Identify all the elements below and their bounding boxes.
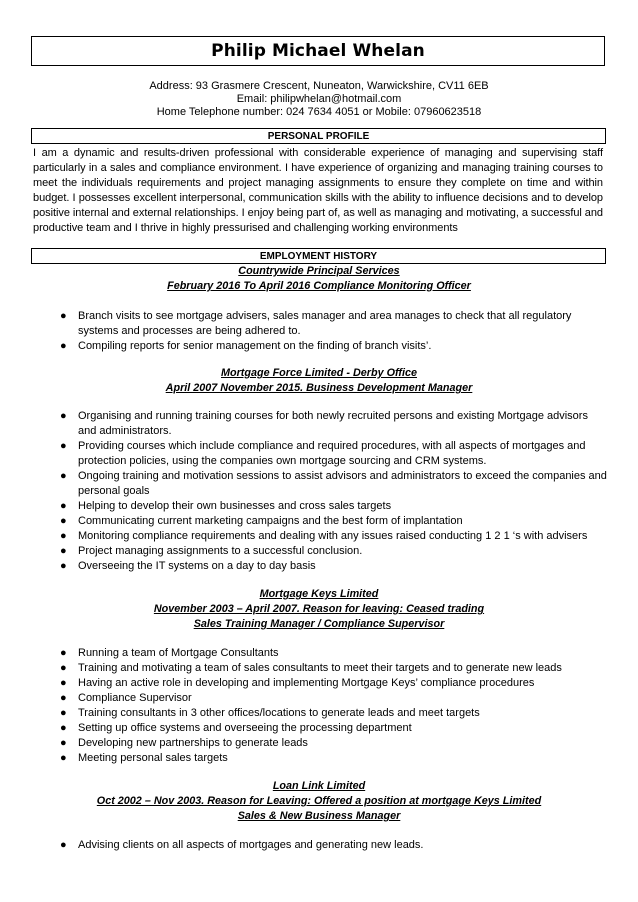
full-name: Philip Michael Whelan: [211, 41, 425, 61]
personal-profile-heading-box: [31, 128, 606, 144]
profile-paragraph: I am a dynamic and results-driven professional with considerable experience of managing and supervising staff particularly in a sales and compliance environment. I have experience of organizing and managing training courses to meet the individuals requirements and project managing assignments to ensure they complete on time and within budget. I possesses excellent interpersonal, communication skills with the ability to influence decisions and to develop positive internal and external relationships. I enjoy being part of, as well as managing and motivating, a successful and productive team and I thrive in highly pressurised and challenging working environments: [33, 147, 603, 234]
job-1-dates-title: February 2016 To April 2016 Compliance Monitoring Officer: [167, 280, 471, 292]
bullet-icon: ●: [60, 530, 67, 542]
job-3-company: Mortgage Keys Limited: [259, 588, 379, 600]
bullet-icon: ●: [60, 707, 67, 719]
list-item: ● Communicating current marketing campaigns and the best form of implantation: [60, 515, 463, 527]
job-3-title: Sales Training Manager / Compliance Supervisor: [193, 618, 445, 630]
bullet-icon: ●: [60, 752, 67, 764]
phone-line: Home Telephone number: 024 7634 4051 or Mobile: 07960623518: [156, 106, 482, 118]
bullet-icon: ●: [60, 692, 67, 704]
list-item: ● Training consultants in 3 other offices/locations to generate leads and meet targets: [60, 707, 480, 719]
bullet-icon: ●: [60, 310, 67, 322]
job-4-title: Sales & New Business Manager: [237, 810, 401, 822]
job-4-duties: [60, 838, 608, 853]
job-4-company: Loan Link Limited: [272, 780, 366, 792]
bullet-icon: ●: [60, 737, 67, 749]
job-2-company: Mortgage Force Limited - Derby Office: [221, 367, 417, 379]
list-item: ● Project managing assignments to a successful conclusion.: [60, 545, 363, 557]
list-item: ● Meeting personal sales targets: [60, 752, 228, 764]
list-item: ● Compiling reports for senior management on the finding of branch visits’.: [60, 340, 432, 352]
bullet-icon: ●: [60, 410, 67, 422]
list-item: ● Compliance Supervisor: [60, 692, 192, 704]
bullet-icon: ●: [60, 545, 67, 557]
job-2-duties: [60, 409, 608, 574]
bullet-icon: ●: [60, 340, 67, 352]
list-item: ● Developing new partnerships to generate leads: [60, 737, 308, 749]
job-3-duties: [60, 646, 608, 766]
address-line: Address: 93 Grasmere Crescent, Nuneaton, Warwickshire, CV11 6EB: [149, 80, 489, 92]
list-item: ● Running a team of Mortgage Consultants: [60, 647, 279, 659]
job-1-company: Countrywide Principal Services: [238, 265, 400, 277]
bullet-icon: ●: [60, 515, 67, 527]
list-item: ● Advising clients on all aspects of mortgages and generating new leads.: [60, 839, 424, 851]
list-item: ● Branch visits to see mortgage advisers, sales manager and area manages to check that all regulatory systems and processes are being adhered to.: [60, 310, 572, 337]
email-line: Email: philipwhelan@hotmail.com: [236, 93, 402, 105]
list-item: ● Monitoring compliance requirements and dealing with any issues raised conducting 1 2 1 ‘s with advisers: [60, 530, 588, 542]
job-3-dates-reason: November 2003 – April 2007. Reason for leaving: Ceased trading: [153, 603, 485, 615]
list-item: ● Setting up office systems and overseeing the processing department: [60, 722, 412, 734]
bullet-icon: ●: [60, 440, 67, 452]
employment-history-heading: EMPLOYMENT HISTORY: [259, 250, 378, 262]
list-item: ● Helping to develop their own businesses and cross sales targets: [60, 500, 392, 512]
bullet-icon: ●: [60, 662, 67, 674]
bullet-icon: ●: [60, 500, 67, 512]
list-item: ● Organising and running training courses for both newly recruited persons and existing Mortgage advisors and administrators.: [60, 410, 588, 437]
bullet-icon: ●: [60, 677, 67, 689]
list-item: ● Providing courses which include compliance and required procedures, with all aspects of mortgages and protection policies, using the companies own mortgage sourcing and CRM systems.: [60, 440, 586, 467]
bullet-icon: ●: [60, 839, 67, 851]
list-item: ● Overseeing the IT systems on a day to day basis: [60, 560, 316, 572]
personal-profile-heading: PERSONAL PROFILE: [267, 130, 370, 142]
list-item: ● Having an active role in developing and implementing Mortgage Keys’ compliance procedures: [60, 677, 535, 689]
list-item: ● Training and motivating a team of sales consultants to meet their targets and to generate new leads: [60, 662, 562, 674]
name-box: [31, 36, 605, 66]
list-item: ● Ongoing training and motivation sessions to assist advisors and administrators to exceed the companies and personal goals: [60, 470, 607, 497]
job-1-duties: [60, 309, 608, 354]
bullet-icon: ●: [60, 560, 67, 572]
job-2-dates-title: April 2007 November 2015. Business Development Manager: [165, 382, 473, 394]
bullet-icon: ●: [60, 470, 67, 482]
bullet-icon: ●: [60, 647, 67, 659]
employment-history-heading-box: [31, 248, 606, 264]
bullet-icon: ●: [60, 722, 67, 734]
job-4-dates-reason: Oct 2002 – Nov 2003. Reason for Leaving: Offered a position at mortgage Keys Limited: [96, 795, 542, 807]
